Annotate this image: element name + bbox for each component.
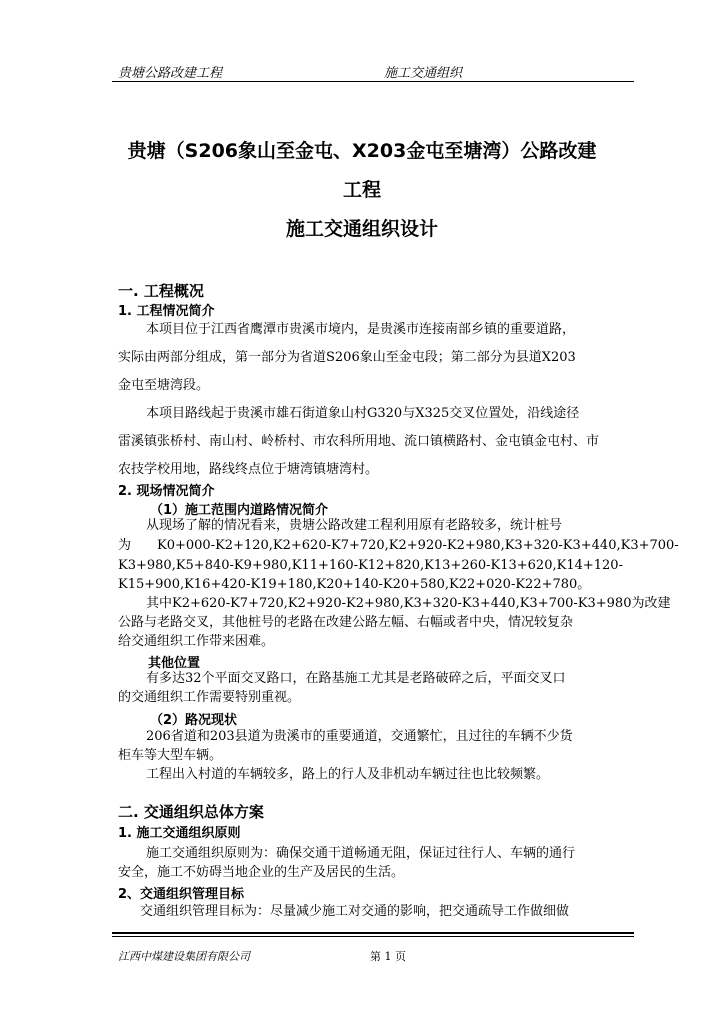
other-positions-heading: 其他位置 <box>148 656 201 671</box>
paragraph-line: 206省道和203县道为贵溪市的重要通道，交通繁忙，且过往的车辆不少货 <box>146 729 573 744</box>
paragraph-line: 实际由两部分组成，第一部分为省道S206象山至金屯段；第二部分为县道X203 <box>118 350 576 365</box>
paragraph-line: 为 K0+000-K2+120,K2+620-K7+720,K2+920-K2+980,K3+320-K3+440,K3+700- <box>118 538 679 553</box>
paragraph-line: 本项目位于江西省鹰潭市贵溪市境内，是贵溪市连接南部乡镇的重要道路， <box>146 322 576 337</box>
paragraph-line: 本项目路线起于贵溪市雄石街道象山村G320与X325交叉位置处，沿线途径 <box>146 406 580 421</box>
paragraph-line: 施工交通组织原则为：确保交通干道畅通无阻，保证过往行人、车辆的通行 <box>146 846 576 861</box>
paragraph-line: K3+980,K5+840-K9+980,K11+160-K12+820,K13+260-K13+620,K14+120- <box>118 558 623 573</box>
section-2-1-heading: 1. 施工交通组织原则 <box>118 826 241 841</box>
doc-title-line2: 工程 <box>342 179 381 201</box>
paragraph-line: 安全，施工不妨碍当地企业的生产及居民的生活。 <box>118 865 405 880</box>
header-rule <box>112 81 634 82</box>
paragraph-line: 从现场了解的情况看来，贵塘公路改建工程利用原有老路较多，统计桩号 <box>146 518 563 533</box>
paragraph-line: K15+900,K16+420-K19+180,K20+140-K20+580,K22+020-K22+780。 <box>118 577 591 592</box>
doc-title-line1: 贵塘（S206象山至金屯、X203金屯至塘湾）公路改建 <box>127 140 597 162</box>
footer-rule <box>112 932 634 934</box>
section-2-2-heading: 2、交通组织管理目标 <box>118 887 245 902</box>
page-number: 第 1 页 <box>370 950 406 963</box>
doc-title-line3: 施工交通组织设计 <box>285 218 438 240</box>
paragraph-line: 交通组织管理目标为：尽量减少施工对交通的影响，把交通疏导工作做细做 <box>140 904 570 919</box>
paragraph-line: 的交通组织工作需要特别重视。 <box>118 690 301 705</box>
section-1-heading: 一. 工程概况 <box>118 282 204 300</box>
section-2-heading: 二. 交通组织总体方案 <box>118 803 264 821</box>
paragraph-line: 给交通组织工作带来困难。 <box>118 634 275 649</box>
header-project-name: 贵塘公路改建工程 <box>118 66 223 81</box>
footer-company: 江西中煤建设集团有限公司 <box>118 950 250 963</box>
section-1-1-heading: 1. 工程情况简介 <box>118 304 215 319</box>
section-1-2-1-heading: （1）施工范围内道路情况简介 <box>150 503 329 518</box>
section-1-2-heading: 2. 现场情况简介 <box>118 484 215 499</box>
footer-rule-thin <box>112 936 634 937</box>
paragraph-line: 柜车等大型车辆。 <box>118 748 223 763</box>
paragraph-line: 其中K2+620-K7+720,K2+920-K2+980,K3+320-K3+440,K3+700-K3+980为改建 <box>146 596 671 611</box>
header-doc-name: 施工交通组织 <box>384 66 463 81</box>
paragraph-line: 雷溪镇张桥村、南山村、岭桥村、市农科所用地、流口镇横路村、金屯镇金屯村、市 <box>118 434 600 449</box>
paragraph-line: 公路与老路交叉，其他桩号的老路在改建公路左幅、右幅或者中央，情况较复杂 <box>118 615 574 630</box>
paragraph-line: 农技学校用地，路线终点位于塘湾镇塘湾村。 <box>118 462 379 477</box>
paragraph-line: 有多达32个平面交叉路口，在路基施工尤其是老路破碎之后，平面交叉口 <box>146 671 566 686</box>
paragraph-line: 金屯至塘湾段。 <box>118 378 210 393</box>
section-1-2-2-heading: （2）路况现状 <box>150 713 238 728</box>
paragraph-line: 工程出入村道的车辆较多，路上的行人及非机动车辆过往也比较频繁。 <box>146 767 550 782</box>
